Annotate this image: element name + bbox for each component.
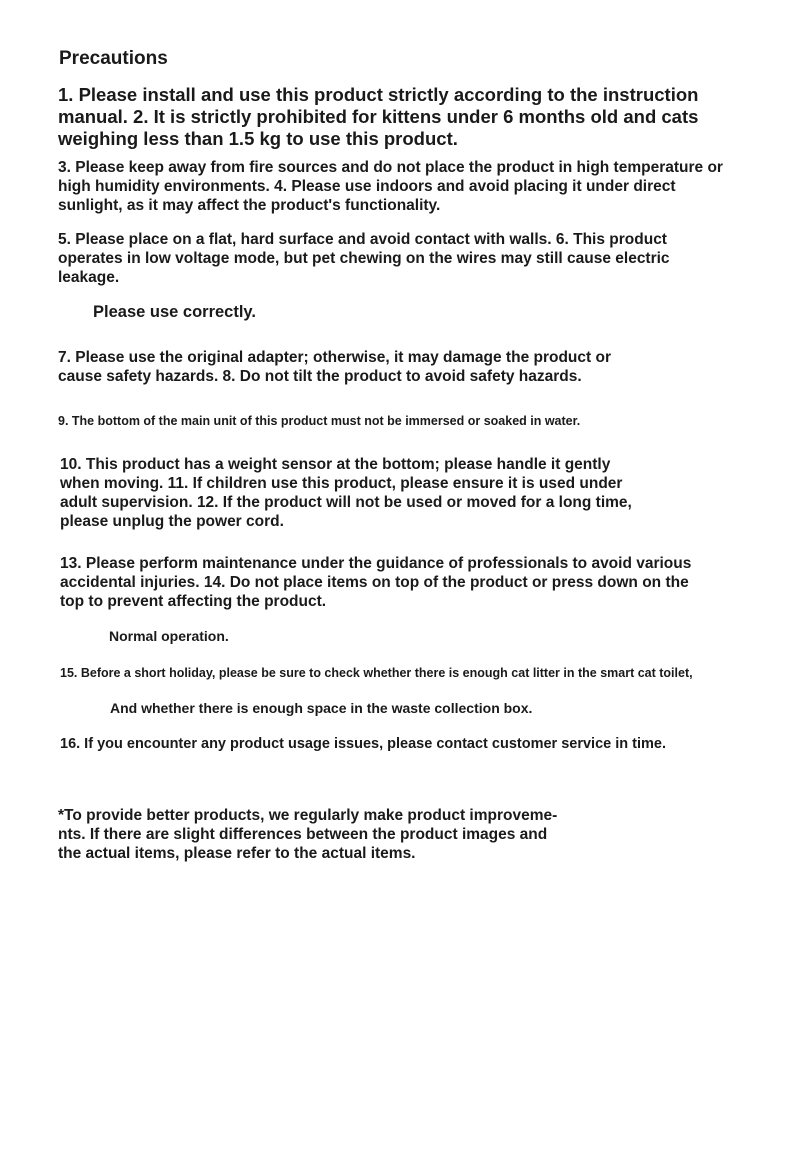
footnote-line-2: nts. If there are slight differences between the product images and: [58, 826, 548, 843]
item-5-6-line-2: operates in low voltage mode, but pet chewing on the wires may still cause electric: [58, 250, 670, 267]
use-correctly-note: Please use correctly.: [93, 303, 256, 321]
page-title: Precautions: [59, 48, 168, 69]
item-13-14-line-3: top to prevent affecting the product.: [60, 593, 327, 610]
item-15: 15. Before a short holiday, please be sure to check whether there is enough cat litter in the smart cat toilet,: [60, 666, 693, 680]
item-1-2-line-3: weighing less than 1.5 kg to use this product.: [58, 128, 458, 149]
item-1-2-line-2: manual. 2. It is strictly prohibited for kittens under 6 months old and cats: [58, 106, 699, 127]
normal-operation-note: Normal operation.: [109, 628, 229, 644]
item-10-12-line-4: please unplug the power cord.: [60, 513, 284, 530]
item-3-4-line-3: sunlight, as it may affect the product's functionality.: [58, 197, 441, 214]
footnote-line-1: *To provide better products, we regularly make product improveme-: [58, 807, 558, 824]
item-9: 9. The bottom of the main unit of this product must not be immersed or soaked in water.: [58, 414, 581, 428]
item-16: 16. If you encounter any product usage issues, please contact customer service in time.: [60, 736, 666, 752]
item-7-8-line-2: cause safety hazards. 8. Do not tilt the product to avoid safety hazards.: [58, 368, 582, 385]
item-10-12-line-1: 10. This product has a weight sensor at the bottom; please handle it gently: [60, 456, 611, 473]
item-15-continued: And whether there is enough space in the waste collection box.: [110, 700, 533, 716]
item-13-14-line-1: 13. Please perform maintenance under the guidance of professionals to avoid various: [60, 555, 692, 572]
item-10-12-line-2: when moving. 11. If children use this product, please ensure it is used under: [60, 475, 623, 492]
item-7-8-line-1: 7. Please use the original adapter; otherwise, it may damage the product or: [58, 349, 611, 366]
item-13-14-line-2: accidental injuries. 14. Do not place items on top of the product or press down on the: [60, 574, 689, 591]
item-3-4-line-1: 3. Please keep away from fire sources and do not place the product in high temperature or: [58, 159, 723, 176]
item-1-2-line-1: 1. Please install and use this product strictly according to the instruction: [58, 84, 699, 105]
item-10-12-line-3: adult supervision. 12. If the product will not be used or moved for a long time,: [60, 494, 632, 511]
item-3-4-line-2: high humidity environments. 4. Please use indoors and avoid placing it under direct: [58, 178, 676, 195]
footnote-line-3: the actual items, please refer to the actual items.: [58, 845, 416, 862]
item-5-6-line-1: 5. Please place on a flat, hard surface and avoid contact with walls. 6. This product: [58, 231, 667, 248]
item-5-6-line-3: leakage.: [58, 269, 120, 286]
